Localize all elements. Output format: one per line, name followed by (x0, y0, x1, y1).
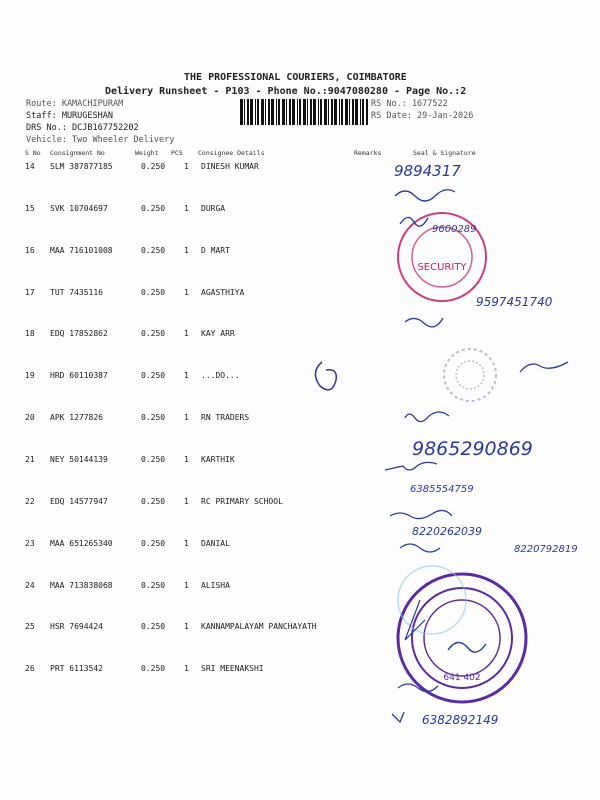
round-seal-stamp (398, 574, 526, 702)
stamp-pincode-text: 641 402 (443, 673, 481, 683)
vehicle-label: Vehicle: Two Wheeler Delivery (26, 135, 175, 145)
row-pcs: 1 (184, 622, 189, 631)
route-label: Route: KAMACHIPURAM (26, 99, 124, 109)
row-weight: 0.250 (141, 371, 166, 380)
row-sno: 17 (25, 288, 35, 297)
handwritten-number-8: 6382892149 (422, 713, 499, 727)
barcode-bar (313, 99, 316, 125)
barcode-bar (366, 99, 368, 125)
handwritten-number-1: 9894317 (394, 162, 461, 180)
handwritten-number-4: 9865290869 (412, 438, 533, 460)
barcode-bar (247, 99, 249, 125)
barcode-bar (355, 99, 358, 125)
barcode-bar (286, 99, 287, 125)
row-pcs: 1 (184, 162, 189, 171)
barcode-bar (310, 99, 312, 125)
barcode-bar (318, 99, 319, 125)
stamp-security-text: SECURITY (417, 262, 467, 273)
barcode-bar (334, 99, 337, 125)
row-sno: 26 (25, 664, 35, 673)
row-consignment-no: MAA 716101008 (50, 246, 113, 255)
row-pcs: 1 (184, 246, 189, 255)
row-weight: 0.250 (141, 204, 166, 213)
handwritten-number-5: 6385554759 (410, 484, 474, 495)
row-consignee-details: DURGA (201, 204, 226, 213)
row-pcs: 1 (184, 288, 189, 297)
row-weight: 0.250 (141, 162, 166, 171)
row-consignment-no: PRT 6113542 (50, 664, 103, 673)
row-weight: 0.250 (141, 246, 166, 255)
barcode-bar (261, 99, 264, 125)
row-pcs: 1 (184, 329, 189, 338)
barcode-bar (331, 99, 333, 125)
row-weight: 0.250 (141, 581, 166, 590)
row-pcs: 1 (184, 539, 189, 548)
row-consignee-details: DINESH KUMAR (201, 162, 259, 171)
row-sno: 24 (25, 581, 35, 590)
col-consignment: Consignment No (50, 149, 105, 157)
row-consignment-no: MAA 713838068 (50, 581, 113, 590)
barcode-bar (297, 99, 298, 125)
barcode-bar (292, 99, 295, 125)
barcode-bar (240, 99, 243, 125)
barcode-bar (328, 99, 329, 125)
barcode-bar (324, 99, 327, 125)
row-sno: 20 (25, 413, 35, 422)
barcode-bar (341, 99, 343, 125)
row-consignment-no: EDQ 17852862 (50, 329, 108, 338)
barcode-bar (320, 99, 322, 125)
barcode-bar (276, 99, 277, 125)
row-consignment-no: TUT 7435116 (50, 288, 103, 297)
row-consignment-no: SVK 10704697 (50, 204, 108, 213)
row-consignment-no: HSR 7694424 (50, 622, 103, 631)
row-sno: 22 (25, 497, 35, 506)
row-sno: 23 (25, 539, 35, 548)
row-consignee-details: D MART (201, 246, 230, 255)
row-consignment-no: NEY 50144139 (50, 455, 108, 464)
row-consignee-details: KARTHIK (201, 455, 235, 464)
row-consignee-details: ...DO... (201, 371, 240, 380)
handwritten-number-2: 9600289 (432, 224, 477, 235)
col-pcs: PCS (171, 149, 183, 157)
row-pcs: 1 (184, 497, 189, 506)
row-consignee-details: ALISHA (201, 581, 230, 590)
row-consignment-no: MAA 651265340 (50, 539, 113, 548)
barcode-bar (339, 99, 340, 125)
row-sno: 18 (25, 329, 35, 338)
barcode-bar (349, 99, 350, 125)
barcode-bar (352, 99, 354, 125)
row-sno: 21 (25, 455, 35, 464)
row-sno: 25 (25, 622, 35, 631)
row-pcs: 1 (184, 664, 189, 673)
barcode-bar (345, 99, 348, 125)
col-details: Consignee Details (198, 149, 265, 157)
barcode-bar (268, 99, 270, 125)
row-weight: 0.250 (141, 413, 166, 422)
row-consignment-no: EDQ 14577947 (50, 497, 108, 506)
row-sno: 15 (25, 204, 35, 213)
handwritten-number-6: 8220262039 (412, 525, 482, 538)
barcode-bar (255, 99, 256, 125)
barcode-bar (360, 99, 361, 125)
row-consignee-details: DANIAL (201, 539, 230, 548)
row-pcs: 1 (184, 413, 189, 422)
handwritten-number-7: 8220792819 (514, 544, 578, 555)
barcode-bar (307, 99, 308, 125)
barcode-bar (362, 99, 364, 125)
row-sno: 14 (25, 162, 35, 171)
rs-date: RS Date: 29-Jan-2026 (371, 111, 474, 121)
row-consignment-no: HRD 60110387 (50, 371, 108, 380)
row-consignee-details: KAY ARR (201, 329, 235, 338)
row-consignee-details: SRI MEENAKSHI (201, 664, 264, 673)
col-sno: S No (25, 149, 41, 157)
barcode-bar (278, 99, 280, 125)
row-weight: 0.250 (141, 455, 166, 464)
staff-label: Staff: MURUGESHAN (26, 111, 113, 121)
row-consignee-details: RC PRIMARY SCHOOL (201, 497, 283, 506)
row-consignment-no: SLM 387877185 (50, 162, 113, 171)
row-weight: 0.250 (141, 664, 166, 673)
drs-label: DRS No.: DCJB167752202 (26, 123, 139, 133)
col-weight: Weight (135, 149, 159, 157)
row-sno: 16 (25, 246, 35, 255)
row-pcs: 1 (184, 581, 189, 590)
row-weight: 0.250 (141, 288, 166, 297)
col-remarks: Remarks (354, 149, 382, 157)
barcode-bar (289, 99, 291, 125)
row-consignment-no: APK 1277826 (50, 413, 103, 422)
row-consignee-details: AGASTHIYA (201, 288, 245, 297)
runsheet-subtitle: Delivery Runsheet - P103 - Phone No.:9047080280 - Page No.:2 (105, 86, 467, 97)
company-title: THE PROFESSIONAL COURIERS, COIMBATORE (184, 72, 407, 83)
row-consignee-details: KANNAMPALAYAM PANCHAYATH (201, 622, 317, 631)
barcode (240, 99, 368, 125)
row-weight: 0.250 (141, 539, 166, 548)
barcode-bar (299, 99, 301, 125)
faint-stamp (444, 349, 496, 401)
rs-number: RS No.: 1677522 (371, 99, 448, 109)
barcode-bar (244, 99, 245, 125)
row-pcs: 1 (184, 371, 189, 380)
row-sno: 19 (25, 371, 35, 380)
barcode-bar (265, 99, 266, 125)
row-weight: 0.250 (141, 622, 166, 631)
handwritten-number-3: 9597451740 (476, 295, 553, 309)
barcode-bar (250, 99, 253, 125)
barcode-bar (282, 99, 285, 125)
row-weight: 0.250 (141, 497, 166, 506)
security-stamp (398, 213, 486, 301)
row-consignee-details: RN TRADERS (201, 413, 250, 422)
barcode-bar (271, 99, 274, 125)
col-seal: Seal & Signature (413, 149, 476, 157)
row-weight: 0.250 (141, 329, 166, 338)
row-pcs: 1 (184, 204, 189, 213)
row-pcs: 1 (184, 455, 189, 464)
barcode-bar (303, 99, 306, 125)
barcode-bar (257, 99, 259, 125)
